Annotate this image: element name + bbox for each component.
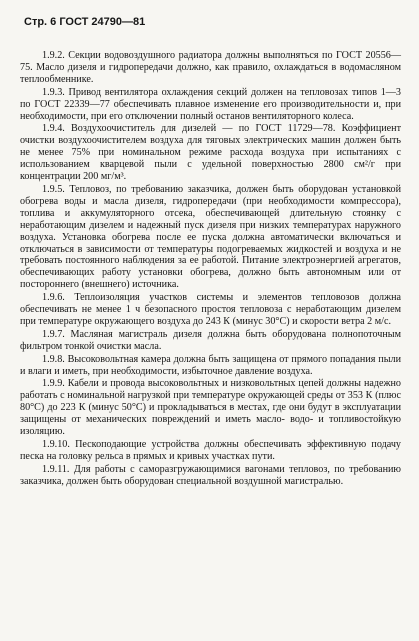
clause-1-9-4: 1.9.4. Воздухоочиститель для дизелей — по ГОСТ 11729—78. Коэффициент очистки воздухоочистителем воздуха для тяговых электрических машин должен быть не менее 75% при номинальном режиме расхода воздуха при испытаниях с использованием кварцевой пыли с удельной поверхностью 2800 см²/г при концентрации 200 мг/м³. xyxy=(20,123,401,183)
clause-1-9-2: 1.9.2. Секции водовоздушного радиатора должны выполняться по ГОСТ 20556—75. Масло дизеля и гидропередачи должно, как правило, охлаждаться в водомасляном теплообменнике. xyxy=(20,50,401,85)
clause-1-9-8: 1.9.8. Высоковольтная камера должна быть защищена от прямого попадания пыли и влаги и иметь, при необходимости, избыточное давление воздуха. xyxy=(20,353,401,377)
clause-1-9-9: 1.9.9. Кабели и провода высоковольтных и низковольтных цепей должны надежно работать с номинальной нагрузкой при температуре окружающей среды от 353 К (плюс 80°C) до 223 К (минус 50°C) и прокладываться в местах, где они будут в эксплуатации защищены от механических повреждений и иметь масло- водо- и топливостойкую изоляцию. xyxy=(20,378,401,438)
page-header: Стр. 6 ГОСТ 24790—81 xyxy=(24,16,146,28)
clause-1-9-7: 1.9.7. Масляная магистраль дизеля должна быть оборудована полнопоточным фильтром тонкой очистки масла. xyxy=(20,328,401,352)
clause-1-9-10: 1.9.10. Пескоподающие устройства должны обеспечивать эффективную подачу песка на головку рельса в прямых и кривых участках пути. xyxy=(20,439,401,462)
clause-1-9-6: 1.9.6. Теплоизоляция участков системы и элементов тепловозов должна обеспечивать не менее 1 ч безопасного простоя тепловоза с неработающим дизелем при температуре окружающего воздуха до 243 К (минус 30°C) и скорости ветра 2 м/с. xyxy=(20,292,401,327)
clause-1-9-3: 1.9.3. Привод вентилятора охлаждения секций должен на тепловозах типов 1—3 по ГОСТ 22339—77 обеспечивать плавное изменение его производительности и, при необходимости, при его отключении полный останов вентиляторного колеса. xyxy=(20,86,401,122)
clause-1-9-11: 1.9.11. Для работы с саморазгружающимися вагонами тепловоз, по требованию заказчика, должен быть оборудован специальной воздушной магистралью. xyxy=(20,463,401,487)
clause-1-9-5: 1.9.5. Тепловоз, по требованию заказчика, должен быть оборудован установкой обогрева воды и масла дизеля, гидропередачи (при необходимости компрессора), топлива и аккумуляторного отсека, обеспечивающей длительную стоянку с неработающим дизелем и надежный пуск дизеля при низких температурах наружного воздуха. Установка обогрева после ее пуска должна автоматически включаться и отключаться в зависимости от температуры подогреваемых жидкостей и воздуха и не требовать постоянного наблюдения за ее работой. Питание электроэнергией агрегатов, обеспечивающих работу установки обогрева, должно быть автономным или от постороннего (внешнего) источника. xyxy=(20,183,401,291)
